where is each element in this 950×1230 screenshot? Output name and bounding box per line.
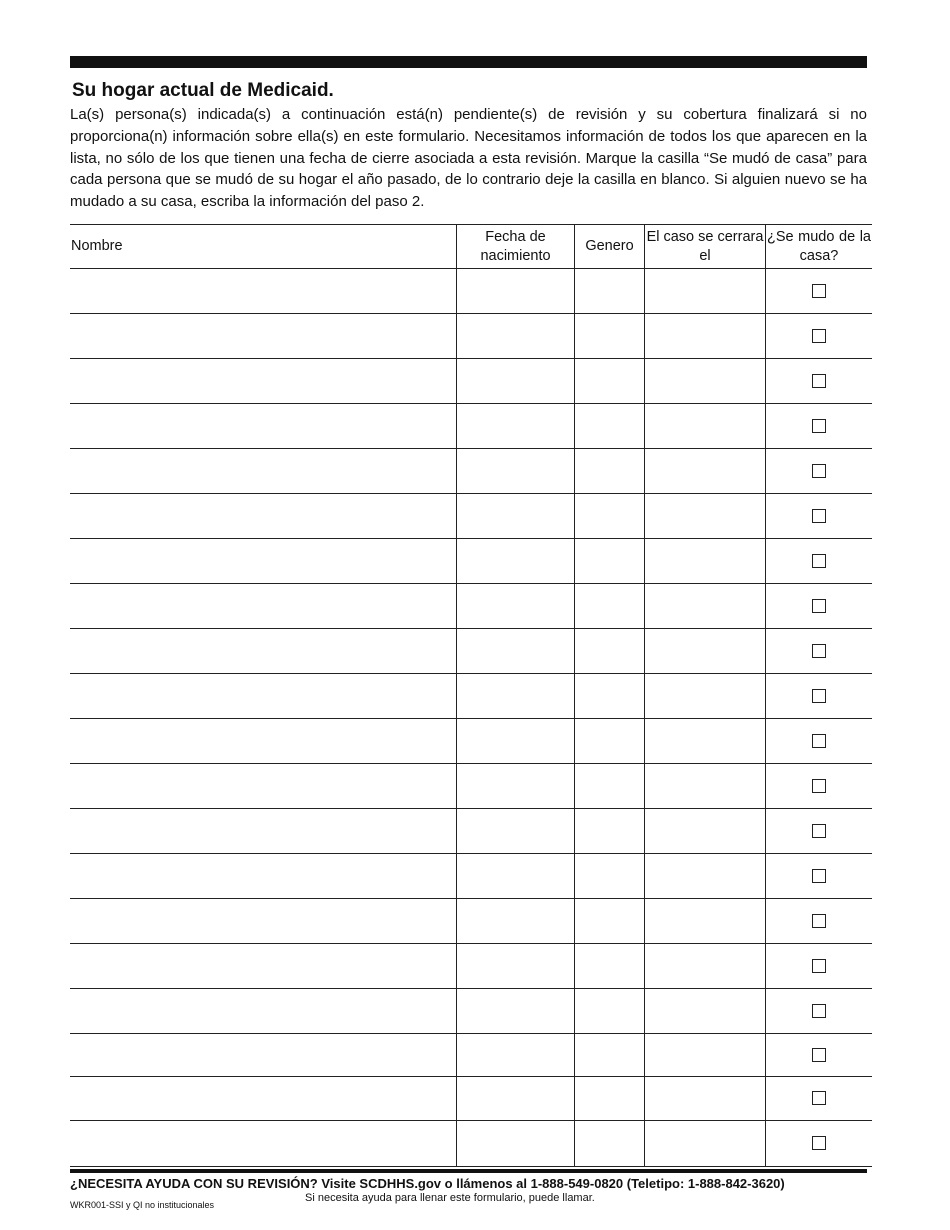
close-date-cell[interactable] [645, 269, 766, 314]
name-cell[interactable] [70, 539, 457, 584]
name-cell[interactable] [70, 854, 457, 899]
name-cell[interactable] [70, 944, 457, 989]
moved-checkbox[interactable] [812, 509, 826, 523]
gender-cell[interactable] [575, 989, 645, 1034]
column-header-close-date: El caso se cerrara el [645, 225, 766, 269]
gender-cell[interactable] [575, 314, 645, 359]
moved-cell [766, 629, 873, 674]
moved-cell [766, 584, 873, 629]
name-cell[interactable] [70, 494, 457, 539]
dob-cell[interactable] [457, 269, 575, 314]
gender-cell[interactable] [575, 359, 645, 404]
gender-cell[interactable] [575, 809, 645, 854]
moved-checkbox[interactable] [812, 959, 826, 973]
gender-cell[interactable] [575, 629, 645, 674]
help-line: ¿NECESITA AYUDA CON SU REVISIÓN? Visite SCDHHS.gov o llámenos al 1-888-549-0820 (Teletipo: 1-888-842-3620) [70, 1176, 785, 1191]
close-date-cell[interactable] [645, 989, 766, 1034]
household-table [70, 224, 872, 1167]
table-body [70, 269, 872, 1167]
dob-cell[interactable] [457, 539, 575, 584]
gender-cell[interactable] [575, 539, 645, 584]
moved-cell [766, 899, 873, 944]
gender-cell[interactable] [575, 584, 645, 629]
moved-cell [766, 449, 873, 494]
table-row [70, 404, 872, 449]
close-date-cell[interactable] [645, 674, 766, 719]
gender-cell[interactable] [575, 899, 645, 944]
moved-checkbox[interactable] [812, 554, 826, 568]
moved-checkbox[interactable] [812, 644, 826, 658]
moved-checkbox[interactable] [812, 1004, 826, 1018]
moved-cell [766, 854, 873, 899]
table-row [70, 719, 872, 764]
table-row [70, 629, 872, 674]
table-row [70, 989, 872, 1034]
close-date-cell[interactable] [645, 494, 766, 539]
table-row [70, 1077, 872, 1121]
dob-cell[interactable] [457, 584, 575, 629]
section-title: Su hogar actual de Medicaid. [72, 80, 334, 101]
dob-cell[interactable] [457, 944, 575, 989]
close-date-cell[interactable] [645, 944, 766, 989]
close-date-cell[interactable] [645, 719, 766, 764]
table-row [70, 674, 872, 719]
moved-cell [766, 269, 873, 314]
close-date-cell[interactable] [645, 764, 766, 809]
gender-cell[interactable] [575, 674, 645, 719]
dob-cell[interactable] [457, 899, 575, 944]
table-row [70, 314, 872, 359]
dob-cell[interactable] [457, 359, 575, 404]
table-row [70, 1034, 872, 1077]
section-intro: La(s) persona(s) indicada(s) a continuación está(n) pendiente(s) de revisión y su cobertura finalizará si no proporciona(n) información sobre ella(s) en este formulario. Necesitamos información de todos los que aparecen en la lista, no sólo de los que tienen una fecha de cierre asociada a esta revisión. Marque la casilla “Se mudó de casa” para cada persona que se mudó de su hogar el año pasado, de lo contrario deje la casilla en blanco. Si alguien nuevo se ha mudado a su casa, escriba la información del paso 2. [70, 106, 867, 211]
close-date-cell[interactable] [645, 359, 766, 404]
table-row [70, 854, 872, 899]
column-header-name: Nombre [70, 225, 457, 269]
moved-checkbox[interactable] [812, 689, 826, 703]
dob-cell[interactable] [457, 764, 575, 809]
moved-cell [766, 809, 873, 854]
moved-checkbox[interactable] [812, 1136, 826, 1150]
name-cell[interactable] [70, 269, 457, 314]
moved-checkbox[interactable] [812, 419, 826, 433]
dob-cell[interactable] [457, 1077, 575, 1121]
table-row [70, 764, 872, 809]
moved-checkbox[interactable] [812, 734, 826, 748]
table-row [70, 539, 872, 584]
gender-cell[interactable] [575, 944, 645, 989]
close-date-cell[interactable] [645, 809, 766, 854]
moved-cell [766, 404, 873, 449]
moved-checkbox[interactable] [812, 1048, 826, 1062]
close-date-cell[interactable] [645, 404, 766, 449]
name-cell[interactable] [70, 809, 457, 854]
name-cell[interactable] [70, 989, 457, 1034]
name-cell[interactable] [70, 674, 457, 719]
table-row [70, 359, 872, 404]
dob-cell[interactable] [457, 404, 575, 449]
close-date-cell[interactable] [645, 1034, 766, 1077]
moved-cell [766, 1034, 873, 1077]
gender-cell[interactable] [575, 404, 645, 449]
column-header-dob: Fecha de nacimiento [457, 225, 575, 269]
close-date-cell[interactable] [645, 899, 766, 944]
table-row [70, 899, 872, 944]
dob-cell[interactable] [457, 1034, 575, 1077]
table-row [70, 1121, 872, 1167]
moved-checkbox[interactable] [812, 329, 826, 343]
moved-checkbox[interactable] [812, 824, 826, 838]
moved-cell [766, 314, 873, 359]
moved-cell [766, 1077, 873, 1121]
dob-cell[interactable] [457, 449, 575, 494]
name-cell[interactable] [70, 899, 457, 944]
gender-cell[interactable] [575, 1077, 645, 1121]
close-date-cell[interactable] [645, 1121, 766, 1167]
name-cell[interactable] [70, 584, 457, 629]
name-cell[interactable] [70, 314, 457, 359]
dob-cell[interactable] [457, 1121, 575, 1167]
dob-cell[interactable] [457, 809, 575, 854]
dob-cell[interactable] [457, 989, 575, 1034]
table-row [70, 809, 872, 854]
table-row [70, 944, 872, 989]
name-cell[interactable] [70, 764, 457, 809]
table-header-row [70, 225, 872, 269]
gender-cell[interactable] [575, 764, 645, 809]
table-row [70, 269, 872, 314]
close-date-cell[interactable] [645, 1077, 766, 1121]
moved-checkbox[interactable] [812, 599, 826, 613]
name-cell[interactable] [70, 1077, 457, 1121]
dob-cell[interactable] [457, 674, 575, 719]
moved-checkbox[interactable] [812, 869, 826, 883]
dob-cell[interactable] [457, 719, 575, 764]
moved-checkbox[interactable] [812, 374, 826, 388]
close-date-cell[interactable] [645, 539, 766, 584]
moved-cell [766, 674, 873, 719]
name-cell[interactable] [70, 359, 457, 404]
name-cell[interactable] [70, 719, 457, 764]
moved-cell [766, 989, 873, 1034]
moved-cell [766, 1121, 873, 1167]
column-header-gender: Genero [575, 225, 645, 269]
dob-cell[interactable] [457, 629, 575, 674]
column-header-moved: ¿Se mudo de la casa? [766, 225, 873, 269]
table-row [70, 584, 872, 629]
moved-cell [766, 719, 873, 764]
gender-cell[interactable] [575, 494, 645, 539]
dob-cell[interactable] [457, 314, 575, 359]
name-cell[interactable] [70, 449, 457, 494]
close-date-cell[interactable] [645, 449, 766, 494]
name-cell[interactable] [70, 1121, 457, 1167]
gender-cell[interactable] [575, 854, 645, 899]
gender-cell[interactable] [575, 269, 645, 314]
moved-cell [766, 539, 873, 584]
name-cell[interactable] [70, 629, 457, 674]
moved-cell [766, 764, 873, 809]
table-row [70, 494, 872, 539]
form-code: WKR001-SSI y QI no institucionales [70, 1200, 215, 1210]
moved-cell [766, 944, 873, 989]
moved-checkbox[interactable] [812, 779, 826, 793]
dob-cell[interactable] [457, 494, 575, 539]
moved-checkbox[interactable] [812, 464, 826, 478]
gender-cell[interactable] [575, 719, 645, 764]
help-subtext: Si necesita ayuda para llenar este formulario, puede llamar. [305, 1192, 595, 1204]
moved-cell [766, 359, 873, 404]
moved-cell [766, 494, 873, 539]
table-row [70, 449, 872, 494]
gender-cell[interactable] [575, 1121, 645, 1167]
moved-checkbox[interactable] [812, 1091, 826, 1105]
top-divider-bar [70, 56, 867, 68]
close-date-cell[interactable] [645, 629, 766, 674]
moved-checkbox[interactable] [812, 284, 826, 298]
gender-cell[interactable] [575, 449, 645, 494]
close-date-cell[interactable] [645, 854, 766, 899]
name-cell[interactable] [70, 404, 457, 449]
gender-cell[interactable] [575, 1034, 645, 1077]
footer-divider-bar [70, 1169, 867, 1173]
close-date-cell[interactable] [645, 584, 766, 629]
name-cell[interactable] [70, 1034, 457, 1077]
moved-checkbox[interactable] [812, 914, 826, 928]
dob-cell[interactable] [457, 854, 575, 899]
close-date-cell[interactable] [645, 314, 766, 359]
